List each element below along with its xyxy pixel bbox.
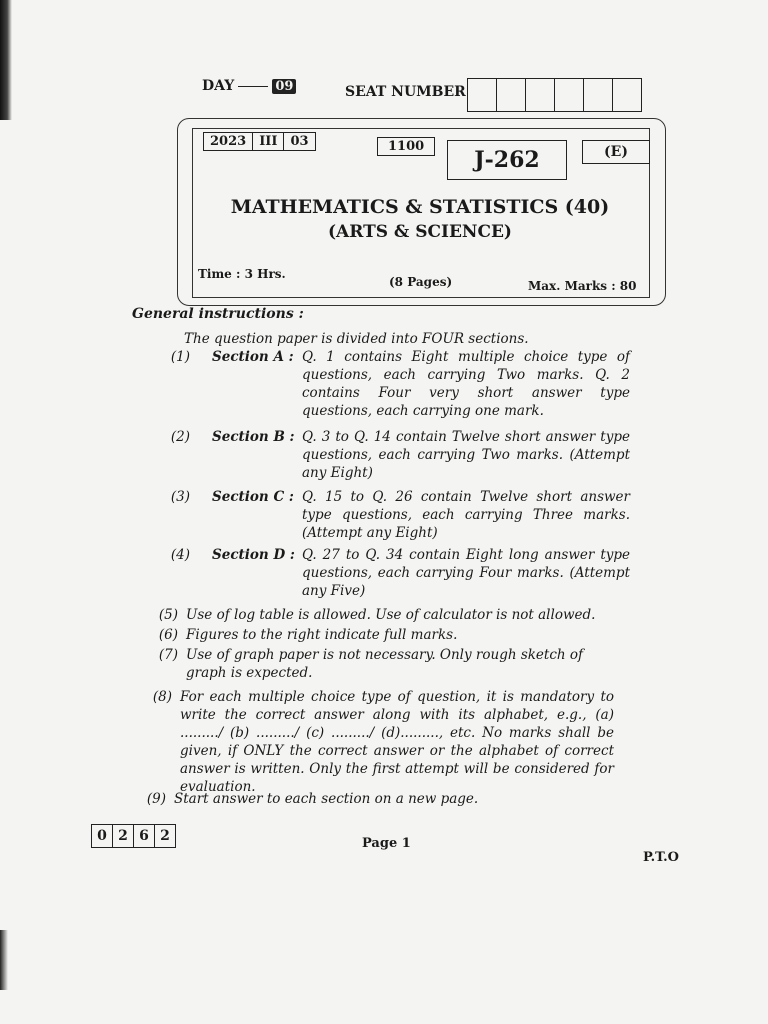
page-edge-shadow-bottom: [0, 930, 8, 990]
instruction-section-a: (1) Section A : Q. 1 contains Eight multiple choice type of questions, each carrying Two marks. Q. 2 contains Four very short answer type questions, each carrying one mark.: [170, 349, 630, 419]
seat-number-label: SEAT NUMBER: [345, 84, 466, 100]
page-edge-shadow: [0, 0, 12, 120]
page-number: Page 1: [362, 836, 411, 851]
month: III: [253, 133, 284, 150]
date: 03: [290, 134, 309, 149]
footer-code-digit: 2: [160, 828, 170, 844]
time-code-box: [377, 137, 435, 156]
page-count: (8 Pages): [389, 275, 453, 289]
instructions-intro: The question paper is divided into FOUR sections.: [184, 331, 529, 347]
time-code: 1100: [388, 139, 425, 154]
time-duration: Time : 3 Hrs.: [198, 267, 286, 281]
subject-title: MATHEMATICS & STATISTICS (40): [230, 196, 610, 218]
instruction-item-5: (5) Use of log table is allowed. Use of calculator is not allowed.: [158, 607, 596, 623]
date-code-box: [203, 132, 316, 151]
seat-digit-box: [526, 79, 555, 111]
footer-code-digit: 6: [134, 825, 155, 847]
instruction-section-c: (3) Section C : Q. 15 to Q. 26 contain Twelve short answer type questions, each carrying Three marks. (Attempt any Eight): [170, 489, 630, 541]
instruction-item-7: (7) Use of graph paper is not necessary. Only rough sketch of graph is expected.: [158, 647, 584, 681]
instruction-section-d: (4) Section D : Q. 27 to Q. 34 contain Eight long answer type questions, each carrying Four marks. (Attempt any Five): [170, 547, 630, 599]
seat-digit-box: [497, 79, 526, 111]
seat-digit-box: [613, 79, 641, 111]
footer-code-digit: 0: [92, 825, 113, 847]
footer-paper-code: [91, 824, 176, 848]
subject-stream: (ARTS & SCIENCE): [328, 222, 512, 242]
instruction-item-6: (6) Figures to the right indicate full marks.: [158, 627, 458, 643]
instruction-item-8: (8) For each multiple choice type of question, it is mandatory to write the correct answer along with its alphabet, e.g., (a) ........./ (b) ........./ (c) ........./ (d)........., etc. No marks shall be given, if ONLY the correct answer or the alphabet of correct answer is written. Only the first attempt will be considered for evaluation.: [152, 689, 614, 795]
paper-code: J-262: [447, 140, 567, 180]
instruction-item-9: (9) Start answer to each section on a new page.: [146, 791, 479, 807]
please-turn-over: P.T.O: [643, 850, 679, 865]
seat-digit-box: [584, 79, 613, 111]
seat-digit-box: [555, 79, 584, 111]
instructions-heading: General instructions :: [132, 306, 304, 322]
instruction-section-b: (2) Section B : Q. 3 to Q. 14 contain Twelve short answer type questions, each carrying Two marks. (Attempt any Eight): [170, 429, 630, 481]
max-marks: Max. Marks : 80: [528, 279, 637, 293]
day-field: [202, 78, 296, 94]
seat-digit-box: [468, 79, 497, 111]
day-label: DAY: [202, 78, 235, 94]
footer-code-digit: 2: [113, 825, 134, 847]
day-value: 09: [272, 79, 296, 94]
version-badge: (E): [582, 140, 650, 164]
seat-number-boxes: [467, 78, 642, 112]
year: 2023: [204, 133, 253, 150]
